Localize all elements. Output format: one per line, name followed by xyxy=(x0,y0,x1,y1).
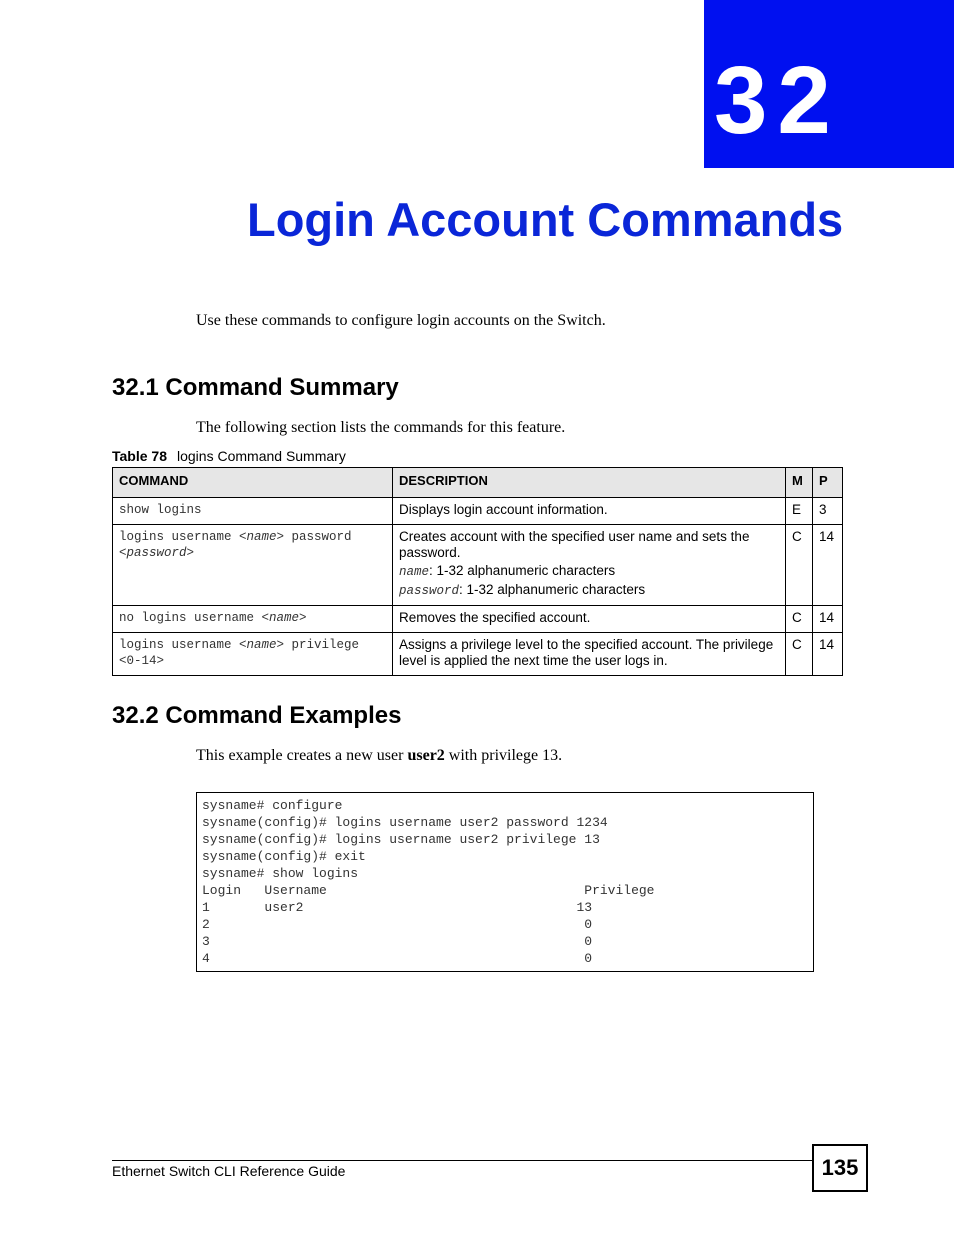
example-text: with privilege 13. xyxy=(444,747,563,764)
command-text: > xyxy=(186,546,195,560)
param-name: name xyxy=(399,565,430,579)
header-p: P xyxy=(813,468,843,498)
param-desc: : 1-32 alphanumeric characters xyxy=(429,563,616,578)
table-row xyxy=(113,498,843,525)
table-row xyxy=(113,525,843,606)
privilege-cell: 14 xyxy=(813,633,843,676)
command-param: name xyxy=(269,611,300,625)
page-number: 135 xyxy=(812,1144,868,1192)
command-summary-table xyxy=(112,467,843,676)
code-line: sysname# show logins xyxy=(202,866,359,881)
param-desc: : 1-32 alphanumeric characters xyxy=(459,582,646,597)
mode-cell: E xyxy=(786,498,813,525)
header-command: COMMAND xyxy=(113,468,393,498)
header-description: DESCRIPTION xyxy=(393,468,786,498)
command-param: name xyxy=(246,530,277,544)
description-cell: Displays login account information. xyxy=(393,498,786,525)
privilege-cell: 3 xyxy=(813,498,843,525)
table-label: Table 78 xyxy=(112,448,167,464)
command-text: logins username < xyxy=(119,638,247,652)
command-text: no logins username < xyxy=(119,611,270,625)
code-line: sysname(config)# exit xyxy=(202,849,366,864)
code-line: sysname(config)# logins username user2 privilege 13 xyxy=(202,832,600,847)
code-line: Login Username Privilege xyxy=(202,883,655,898)
table-row xyxy=(113,606,843,633)
code-line: 3 0 xyxy=(202,934,593,949)
example-paragraph xyxy=(196,746,562,766)
description-text: Creates account with the specified user name and sets the password. xyxy=(399,529,750,560)
section-heading-command-summary: 32.1 Command Summary xyxy=(112,374,399,401)
section-summary-text: The following section lists the commands for this feature. xyxy=(196,419,566,436)
intro-paragraph: Use these commands to configure login accounts on the Switch. xyxy=(196,312,606,329)
command-text: > privilege <0-14> xyxy=(119,638,360,668)
param-name: password xyxy=(399,584,460,598)
command-text: > password < xyxy=(119,530,352,560)
table-caption xyxy=(112,446,346,466)
header-m: M xyxy=(786,468,813,498)
description-cell: Removes the specified account. xyxy=(393,606,786,633)
code-line: sysname# configure xyxy=(202,798,343,813)
code-example xyxy=(197,793,813,967)
footer-title: Ethernet Switch CLI Reference Guide xyxy=(112,1163,346,1179)
privilege-cell: 14 xyxy=(813,525,843,606)
description-cell xyxy=(393,525,786,606)
command-text: > xyxy=(299,611,307,625)
mode-cell: C xyxy=(786,633,813,676)
table-header-row xyxy=(113,468,843,498)
example-user: user2 xyxy=(407,747,445,764)
command-text: logins username < xyxy=(119,530,247,544)
command-cell: show logins xyxy=(113,498,393,525)
code-line: 4 0 xyxy=(202,951,593,966)
command-cell xyxy=(113,606,393,633)
mode-cell: C xyxy=(786,606,813,633)
description-cell: Assigns a privilege level to the specified account. The privilege level is applied the next time the user logs in. xyxy=(393,633,786,676)
section-heading-command-examples: 32.2 Command Examples xyxy=(112,702,402,729)
param-line xyxy=(399,563,779,580)
chapter-title: Login Account Commands xyxy=(247,193,844,246)
code-line: 2 0 xyxy=(202,917,593,932)
param-line xyxy=(399,582,779,599)
command-param: password xyxy=(126,546,187,560)
example-text: This example creates a new user xyxy=(196,747,408,764)
table-row xyxy=(113,633,843,676)
command-cell xyxy=(113,633,393,676)
command-param: name xyxy=(246,638,277,652)
chapter-number: 32 xyxy=(714,47,841,154)
mode-cell: C xyxy=(786,525,813,606)
code-line: sysname(config)# logins username user2 password 1234 xyxy=(202,815,608,830)
table-caption-text: logins Command Summary xyxy=(177,448,346,464)
command-cell xyxy=(113,525,393,606)
code-example-box xyxy=(196,792,814,972)
privilege-cell: 14 xyxy=(813,606,843,633)
code-line: 1 user2 13 xyxy=(202,900,593,915)
